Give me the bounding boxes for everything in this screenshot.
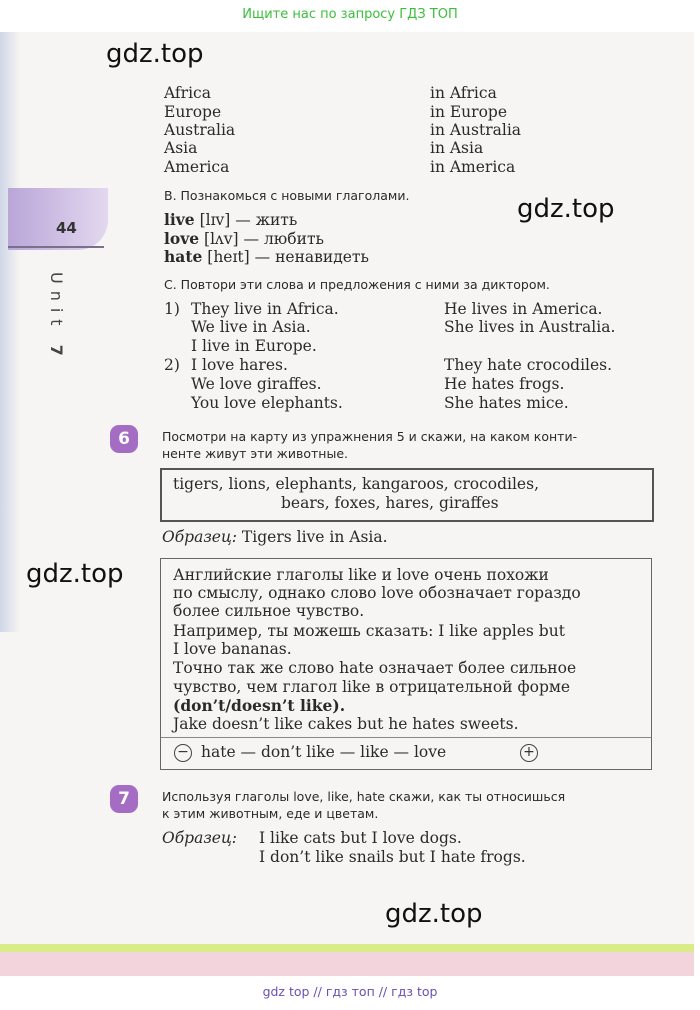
exercise-7-sample: I don’t like snails but I hate frogs. [259,848,526,866]
exercise-6-badge: 6 [110,425,138,453]
verb-word: love [164,229,200,248]
animal-words: tigers, lions, elephants, kangaroos, crocodiles, [173,475,539,493]
page-number: 44 [56,219,77,237]
exercise-7-sample: I like cats but I love dogs. [259,829,462,847]
sample-label: Образец: [162,829,237,847]
rule-line: I love bananas. [173,640,292,658]
scale-divider [161,737,651,738]
sentence-left: They live in Africa. [191,300,339,318]
continent-left: Asia [164,139,198,157]
sentence-right: She hates mice. [444,394,569,412]
verb-transcription: [lɪv] [194,211,231,229]
watermark: gdz.top [106,39,204,69]
verb-line [164,210,297,229]
verb-word: live [164,210,195,229]
continent-right: in Europe [430,103,508,121]
sentence-right: He hates frogs. [444,375,565,393]
rule-line: Английские глаголы like и love очень похожи [173,566,549,584]
unit-label [47,272,66,363]
verb-scale: hate — don’t like — like — love [201,743,447,761]
exercise-7-instruction: Используя глаголы love, like, hate скажи, как ты относишься [162,789,566,804]
continent-left: Europe [164,103,222,121]
top-banner [0,0,700,32]
row-number: 2) [164,356,180,374]
rule-line: более сильное чувство. [173,602,365,620]
rule-line: чувство, чем глагол like в отрицательной форме [173,678,571,696]
rule-line: (don’t/doesn’t like). [173,696,346,715]
sentence-right: She lives in Australia. [444,318,616,336]
plus-icon: + [520,744,538,762]
unit-word: Unit [47,272,66,333]
exercise-6-instruction: Посмотри на карту из упражнения 5 и скажи, на каком конти- [162,429,578,444]
watermark: gdz.top [385,899,483,929]
page-bottom-green-strip [0,944,694,952]
rule-line: Jake doesn’t like cakes but he hates sweets. [173,715,519,733]
verb-line [164,247,369,266]
section-b-heading: B. Познакомься с новыми глаголами. [164,188,410,203]
verb-meaning: — любить [238,230,324,248]
page-bottom-pink-strip [0,952,694,976]
sentence-left: You love elephants. [191,394,343,412]
verb-line [164,229,324,248]
exercise-7-instruction: к этим животным, еде и цветам. [162,806,379,821]
verb-transcription: [lʌv] [199,230,239,248]
exercise-6-sample [162,528,388,546]
section-c-heading: C. Повтори эти слова и предложения с ними за диктором. [164,277,550,292]
page-binding-shade [0,32,20,632]
sample-text: Tigers live in Asia. [237,528,388,546]
sample-label: Образец: [162,528,237,546]
watermark: gdz.top [517,194,615,224]
animal-words: bears, foxes, hares, giraffes [281,494,499,512]
rule-line: по смыслу, однако слово love обозначает гораздо [173,584,581,602]
footer-links[interactable]: gdz top // гдз топ // гдз top [262,984,438,999]
banner-text: Ищите нас по запросу ГДЗ ТОП [242,7,458,22]
sentence-right: He lives in America. [444,300,603,318]
continent-left: America [164,158,230,176]
row-number: 1) [164,300,180,318]
verb-transcription: [heɪt] [202,248,250,266]
sentence-left: We love giraffes. [191,375,322,393]
watermark: gdz.top [26,559,124,589]
sentence-left: We live in Asia. [191,318,311,336]
exercise-6-instruction: ненте живут эти животные. [162,446,349,461]
continent-right: in Asia [430,139,484,157]
sentence-right: They hate crocodiles. [444,356,613,374]
continent-left: Africa [164,84,211,102]
sentence-left: I love hares. [191,356,288,374]
verb-meaning: — жить [230,211,298,229]
continent-right: in Australia [430,121,522,139]
continent-right: in Africa [430,84,497,102]
continent-right: in America [430,158,516,176]
side-divider [8,246,104,248]
rule-line: Например, ты можешь сказать: I like apples but [173,622,565,640]
minus-icon: − [174,744,192,762]
sentence-left: I live in Europe. [191,337,317,355]
exercise-7-badge: 7 [110,785,138,813]
continent-left: Australia [164,121,236,139]
verb-word: hate [164,247,203,266]
rule-line: Точно так же слово hate означает более сильное [173,659,577,677]
unit-number: 7 [47,344,66,363]
verb-meaning: — ненавидеть [249,248,369,266]
